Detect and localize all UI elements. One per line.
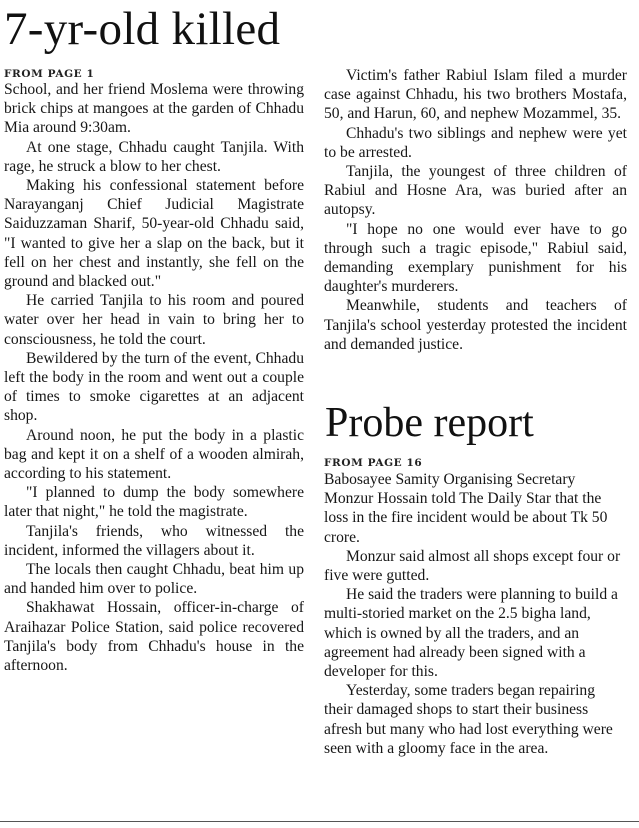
paragraph: Tanjila's friends, who witnessed the incident, informed the villagers about it. xyxy=(4,522,304,559)
paragraph: Making his confessional statement before Narayanganj Chief Judicial Magistrate Saiduzzaman Sharif, 50-year-old Chhadu said, "I wanted to give her a slap on the back, but it fell on her chest and instantly, she fell on the ground and blacked out." xyxy=(4,177,304,291)
headline-7yr-old-killed: 7-yr-old killed xyxy=(4,3,281,55)
paragraph: Bewildered by the turn of the event, Chhadu left the body in the room and went out a couple of times to smoke cigarettes at an adjacent shop. xyxy=(4,349,304,425)
paragraph: Victim's father Rabiul Islam filed a murder case against Chhadu, his two brothers Mostafa, 50, and Harun, 60, and nephew Mozammel, 35. xyxy=(324,67,627,123)
paragraph: "I hope no one would ever have to go through such a tragic episode," Rabiul said, demanding exemplary punishment for his daughter's murderers. xyxy=(324,220,627,296)
paragraph: Babosayee Samity Organising Secretary Monzur Hossain told The Daily Star that the loss in the fire incident would be about Tk 50 crore. xyxy=(324,471,608,546)
headline-probe-report: Probe report xyxy=(325,400,534,446)
paragraph: He said the traders were planning to build a multi-storied market on the 2.5 bigha land, which is owned by all the traders, and an agreement had already been signed with a developer for this. xyxy=(324,586,618,681)
paragraph: Chhadu's two siblings and nephew were yet to be arrested. xyxy=(324,124,627,161)
paragraph: Yesterday, some traders began repairing their damaged shops to start their business afresh but many who had lost everything were seen with a gloomy face in the area. xyxy=(324,682,613,757)
paragraph: Monzur said almost all shops except four or five were gutted. xyxy=(324,547,621,585)
paragraph: He carried Tanjila to his room and poured water over her head in vain to bring her to consciousness, he told the court. xyxy=(4,292,304,348)
kicker-from-page-16: FROM PAGE 16 xyxy=(324,457,423,469)
paragraph: Tanjila, the youngest of three children of Rabiul and Hosne Ara, was buried after an autopsy. xyxy=(324,163,627,219)
paragraph: "I planned to dump the body somewhere later that night," he told the magistrate. xyxy=(4,484,304,521)
paragraph: The locals then caught Chhadu, beat him up and handed him over to police. xyxy=(4,561,304,598)
paragraph: Shakhawat Hossain, officer-in-charge of Araihazar Police Station, said police recovered Tanjila's body from Chhadu's house in the afternoon. xyxy=(4,599,304,675)
paragraph: Meanwhile, students and teachers of Tanjila's school yesterday protested the incident and demanded justice. xyxy=(324,297,627,353)
paragraph: Around noon, he put the body in a plastic bag and kept it on a shelf of a wooden almirah, according to his statement. xyxy=(4,426,304,483)
article2-body xyxy=(324,470,627,758)
kicker-from-page-1: FROM PAGE 1 xyxy=(4,68,95,80)
article1-right-column xyxy=(324,66,627,354)
paragraph: At one stage, Chhadu caught Tanjila. With rage, he struck a blow to her chest. xyxy=(4,138,304,175)
paragraph: School, and her friend Moslema were throwing brick chips at mangoes at the garden of Chhadu Mia around 9:30am. xyxy=(4,81,304,137)
article1-left-column xyxy=(4,80,304,675)
bottom-rule-divider xyxy=(0,821,639,822)
